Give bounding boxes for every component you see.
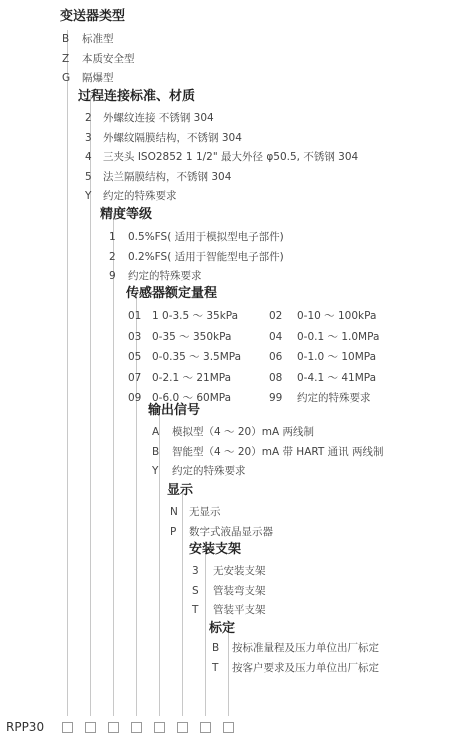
code-box <box>85 722 96 733</box>
tree-line <box>182 489 183 716</box>
group-title: 安装支架 <box>189 542 242 557</box>
group-title: 精度等级 <box>100 207 153 222</box>
option-code: A <box>152 426 160 438</box>
option-desc: 0.2%FS( 适用于智能型电子部件) <box>128 250 284 263</box>
option-code: 09 <box>128 392 142 404</box>
option-code: Z <box>62 52 70 65</box>
group-title: 传感器额定量程 <box>126 286 218 301</box>
option-desc: 0-2.1 ～ 21MPa <box>152 371 232 384</box>
code-box <box>131 722 142 733</box>
option-desc: 三夹头 ISO2852 1 1/2" 最大外径 φ50.5, 不锈钢 304 <box>103 151 359 163</box>
option-code: 03 <box>128 330 142 343</box>
group-title: 标定 <box>209 621 236 636</box>
option-desc: 隔爆型 <box>82 72 114 84</box>
option-code: 4 <box>85 151 92 163</box>
tree-line <box>113 213 114 716</box>
tree-line <box>228 627 229 716</box>
option-code: 07 <box>128 371 142 384</box>
option-code: 05 <box>128 351 142 363</box>
option-desc: 约定的特殊要求 <box>297 392 371 404</box>
option-desc: 约定的特殊要求 <box>172 465 246 477</box>
option-desc: 智能型（4 ～ 20）mA 带 HART 通讯 两线制 <box>172 445 384 458</box>
option-desc: 按标准量程及压力单位出厂标定 <box>232 642 379 654</box>
option-code: Y <box>85 190 92 202</box>
option-desc: 本质安全型 <box>82 52 135 65</box>
option-desc: 0-1.0 ～ 10MPa <box>297 351 377 363</box>
option-desc: 1 0-3.5 ～ 35kPa <box>152 310 239 322</box>
option-desc: 无显示 <box>189 506 221 518</box>
option-code: 2 <box>85 112 92 124</box>
code-box <box>154 722 165 733</box>
group-title: 变送器类型 <box>60 9 126 24</box>
option-code: 2 <box>109 250 116 263</box>
option-code: 99 <box>269 392 283 404</box>
option-desc: 外螺纹隔膜结构，不锈钢 304 <box>103 131 242 144</box>
code-box <box>223 722 234 733</box>
option-code: B <box>212 642 220 654</box>
option-desc: 标准型 <box>82 33 114 45</box>
option-desc: 0-35 ～ 350kPa <box>152 330 232 343</box>
option-desc: 0-6.0 ～ 60MPa <box>152 392 232 404</box>
tree-line <box>205 548 206 716</box>
option-desc: 外螺纹连接 不锈钢 304 <box>103 112 214 124</box>
option-code: 3 <box>192 565 199 577</box>
option-code: B <box>152 445 160 458</box>
option-desc: 0-0.1 ～ 1.0MPa <box>297 330 380 343</box>
option-code: T <box>192 604 199 616</box>
option-desc: 0.5%FS( 适用于模拟型电子部件) <box>128 231 284 243</box>
option-desc: 0-4.1 ～ 41MPa <box>297 371 377 384</box>
tree-line <box>67 30 68 716</box>
option-desc: 管装弯支架 <box>213 584 266 597</box>
option-code: 08 <box>269 371 283 384</box>
option-desc: 法兰隔膜结构，不锈钢 304 <box>103 170 232 183</box>
code-box <box>200 722 211 733</box>
group-title: 显示 <box>167 483 194 498</box>
option-code: S <box>192 584 199 597</box>
model-code-prefix: RPP30 <box>6 720 45 734</box>
option-code: P <box>170 525 177 538</box>
option-code: 06 <box>269 351 283 363</box>
option-desc: 无安装支架 <box>213 565 266 577</box>
option-code: 9 <box>109 270 116 282</box>
option-code: 3 <box>85 131 92 144</box>
option-desc: 约定的特殊要求 <box>128 270 202 282</box>
option-code: N <box>170 506 178 518</box>
code-box <box>62 722 73 733</box>
code-box <box>177 722 188 733</box>
option-desc: 按客户要求及压力单位出厂标定 <box>232 661 379 674</box>
option-code: Y <box>152 465 159 477</box>
option-code: T <box>212 661 219 674</box>
option-desc: 数字式液晶显示器 <box>189 525 273 538</box>
option-code: 01 <box>128 310 142 322</box>
option-desc: 模拟型（4 ～ 20）mA 两线制 <box>172 426 314 438</box>
option-code: 5 <box>85 170 92 183</box>
option-code: 1 <box>109 231 116 243</box>
option-code: G <box>62 72 71 84</box>
group-title: 输出信号 <box>148 403 201 418</box>
option-desc: 0-0.35 ～ 3.5MPa <box>152 351 242 363</box>
option-code: 02 <box>269 310 283 322</box>
code-box <box>108 722 119 733</box>
group-title: 过程连接标准、材质 <box>78 89 196 104</box>
option-code: 04 <box>269 330 283 343</box>
option-desc: 约定的特殊要求 <box>103 190 177 202</box>
option-code: B <box>62 33 70 45</box>
option-desc: 0-10 ～ 100kPa <box>297 310 377 322</box>
option-desc: 管装平支架 <box>213 604 266 616</box>
